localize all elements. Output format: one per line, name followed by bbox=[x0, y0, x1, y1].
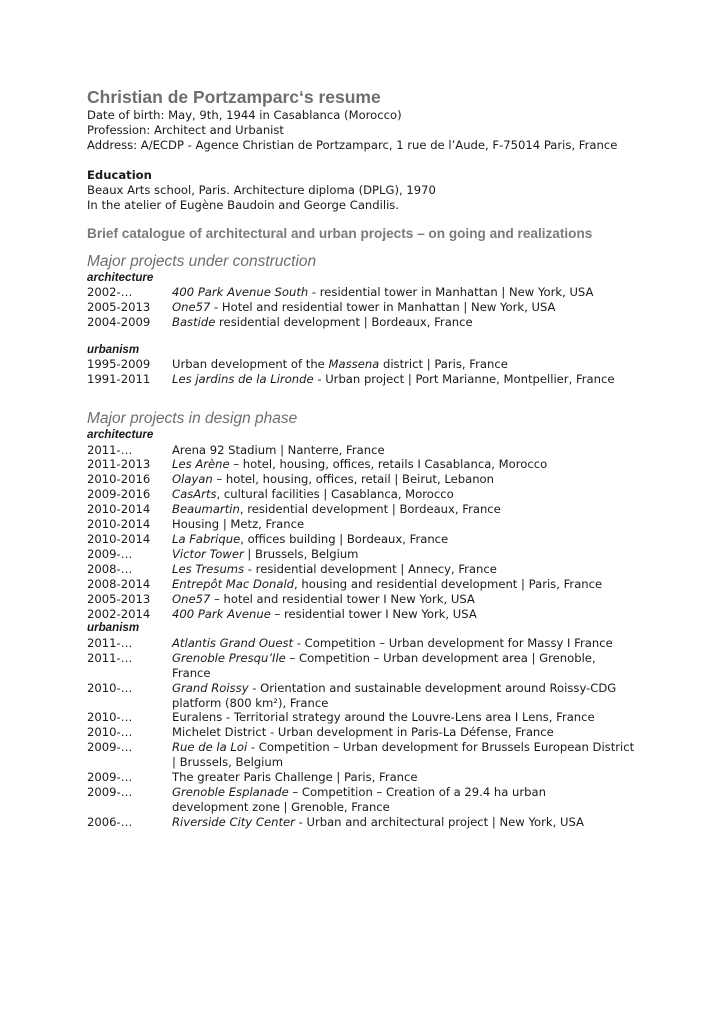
subsection-urbanism: urbanism bbox=[87, 342, 140, 356]
project-years: 2009-… bbox=[87, 770, 133, 785]
resume-page bbox=[87, 86, 647, 830]
project-text: - Orientation and sustainable development around Roissy-CDG bbox=[248, 680, 617, 695]
project-years: 2004-2009 bbox=[87, 314, 151, 329]
project-text: , residential development | Bordeaux, France bbox=[239, 502, 501, 517]
project-years: 2009-… bbox=[87, 785, 133, 799]
section-title-design: Major projects in design phase bbox=[87, 410, 298, 428]
project-row bbox=[87, 285, 647, 300]
project-text: district | Paris, France bbox=[379, 357, 508, 372]
project-description bbox=[172, 785, 647, 815]
project-name: One57 bbox=[172, 591, 211, 606]
project-text: Euralens - Territorial strategy around the Louvre-Lens area I Lens, France bbox=[172, 710, 595, 725]
project-text: - residential development | Annecy, France bbox=[244, 561, 497, 576]
project-row bbox=[87, 443, 647, 458]
project-years: 2002-… bbox=[87, 285, 133, 300]
project-text: Urban development of the bbox=[172, 357, 329, 372]
project-text-continued: | Brussels, Belgium bbox=[172, 755, 284, 770]
project-description bbox=[172, 725, 647, 740]
project-text: – residential tower I New York, USA bbox=[270, 606, 477, 621]
project-text: – Competition – Urban development area | Grenoble, bbox=[285, 650, 596, 665]
project-row bbox=[87, 577, 647, 592]
profession: Profession: Architect and Urbanist bbox=[87, 122, 284, 137]
project-row bbox=[87, 472, 647, 487]
project-row bbox=[87, 681, 647, 711]
project-name: Les Tresums bbox=[172, 561, 245, 576]
project-text: - Hotel and residential tower in Manhattan | New York, USA bbox=[210, 299, 556, 314]
project-name: Grenoble Esplanade bbox=[172, 785, 289, 799]
project-name: Entrepôt Mac Donald bbox=[172, 576, 295, 591]
project-text: Michelet District - Urban development in Paris-La Défense, France bbox=[172, 725, 554, 740]
project-description bbox=[172, 651, 647, 681]
project-name: Bastide bbox=[172, 314, 216, 329]
project-list bbox=[87, 285, 647, 330]
subsection-architecture: architecture bbox=[87, 428, 154, 442]
project-row bbox=[87, 636, 647, 651]
project-years: 2009-2016 bbox=[87, 487, 151, 502]
project-description bbox=[172, 770, 647, 785]
project-row bbox=[87, 740, 647, 770]
project-description bbox=[172, 592, 647, 607]
project-years: 2011-2013 bbox=[87, 457, 151, 472]
project-name: Victor Tower bbox=[172, 546, 244, 561]
project-name: 400 Park Avenue South bbox=[172, 285, 309, 300]
project-text: – Competition – Creation of a 29.4 ha urban bbox=[288, 785, 546, 799]
project-name: Olayan bbox=[172, 472, 213, 487]
project-name: Grand Roissy bbox=[172, 680, 249, 695]
project-text: – hotel, housing, offices, retail | Beirut, Lebanon bbox=[212, 472, 494, 487]
project-row bbox=[87, 487, 647, 502]
project-name: One57 bbox=[172, 299, 211, 314]
project-description bbox=[172, 357, 647, 372]
project-row bbox=[87, 562, 647, 577]
project-text: , cultural facilities | Casablanca, Morocco bbox=[216, 487, 454, 502]
project-text-continued: development zone | Grenoble, France bbox=[172, 799, 390, 814]
project-description bbox=[172, 443, 647, 458]
project-years: 2010-2014 bbox=[87, 502, 151, 517]
project-list bbox=[87, 443, 647, 622]
project-text: - Urban and architectural project | New York, USA bbox=[294, 814, 584, 829]
date-of-birth: Date of birth: May, 9th, 1944 in Casablanca (Morocco) bbox=[87, 108, 402, 122]
project-years: 2010-2014 bbox=[87, 532, 151, 546]
project-text: - Urban project | Port Marianne, Montpellier, France bbox=[313, 372, 615, 387]
section-title-construction: Major projects under construction bbox=[87, 252, 317, 270]
project-description bbox=[172, 577, 647, 592]
project-description bbox=[172, 457, 647, 472]
project-row bbox=[87, 357, 647, 372]
catalogue-heading: Brief catalogue of architectural and urban projects – on going and realizations bbox=[87, 225, 593, 241]
project-text: , housing and residential development | Paris, France bbox=[294, 576, 603, 591]
project-text: residential development | Bordeaux, France bbox=[215, 314, 473, 329]
project-description bbox=[172, 562, 647, 577]
project-description bbox=[172, 740, 647, 770]
project-text-continued: France bbox=[172, 665, 211, 680]
project-row bbox=[87, 532, 647, 547]
project-text: – hotel, housing, offices, retails I Casablanca, Morocco bbox=[229, 457, 548, 472]
education-heading: Education bbox=[87, 167, 152, 182]
project-row bbox=[87, 547, 647, 562]
project-years: 2009-… bbox=[87, 546, 133, 561]
project-years: 2005-2013 bbox=[87, 591, 151, 606]
project-row bbox=[87, 457, 647, 472]
project-text: Arena 92 Stadium | Nanterre, France bbox=[172, 442, 385, 457]
resume-title: Christian de Portzamparc‘s resume bbox=[87, 87, 381, 107]
project-description bbox=[172, 815, 647, 830]
project-years: 2011-… bbox=[87, 442, 133, 457]
project-name: Beaumartin bbox=[172, 502, 240, 517]
project-description bbox=[172, 372, 647, 387]
project-years: 2010-2014 bbox=[87, 517, 151, 532]
project-row bbox=[87, 607, 647, 622]
project-description bbox=[172, 547, 647, 562]
project-years: 2006-… bbox=[87, 814, 133, 829]
project-row bbox=[87, 725, 647, 740]
project-text: , offices building | Bordeaux, France bbox=[240, 532, 449, 546]
project-row bbox=[87, 315, 647, 330]
project-description bbox=[172, 300, 647, 315]
project-name: 400 Park Avenue bbox=[172, 606, 271, 621]
project-row bbox=[87, 815, 647, 830]
project-description bbox=[172, 636, 647, 651]
project-row bbox=[87, 785, 647, 815]
project-row bbox=[87, 517, 647, 532]
project-description bbox=[172, 472, 647, 487]
project-row bbox=[87, 651, 647, 681]
project-years: 2002-2014 bbox=[87, 606, 151, 621]
project-description bbox=[172, 681, 647, 711]
address: Address: A/ECDP - Agence Christian de Portzamparc, 1 rue de l’Aude, F-75014 Paris, France bbox=[87, 137, 618, 152]
project-name: Massena bbox=[328, 357, 380, 372]
project-name: Grenoble Presqu’Ile bbox=[172, 650, 286, 665]
project-years: 2008-2014 bbox=[87, 576, 151, 591]
project-name: Les jardins de la Lironde bbox=[172, 372, 314, 387]
project-row bbox=[87, 300, 647, 315]
project-description bbox=[172, 315, 647, 330]
project-description bbox=[172, 487, 647, 502]
project-name: Riverside City Center bbox=[172, 814, 295, 829]
project-row bbox=[87, 592, 647, 607]
project-name: Rue de la Loi bbox=[172, 740, 248, 755]
project-years: 1995-2009 bbox=[87, 357, 151, 372]
project-years: 2010-… bbox=[87, 710, 133, 725]
project-name: Atlantis Grand Ouest bbox=[172, 635, 294, 650]
subsection-urbanism: urbanism bbox=[87, 621, 140, 635]
project-text: - Competition – Urban development for Brussels European District bbox=[247, 740, 635, 755]
project-text-continued: platform (800 km²), France bbox=[172, 695, 329, 710]
project-description bbox=[172, 502, 647, 517]
project-description bbox=[172, 517, 647, 532]
project-name: La Fabrique bbox=[172, 532, 241, 546]
project-years: 2010-… bbox=[87, 725, 133, 740]
project-description bbox=[172, 285, 647, 300]
project-years: 2005-2013 bbox=[87, 299, 151, 314]
project-list bbox=[87, 636, 647, 830]
project-years: 1991-2011 bbox=[87, 372, 151, 387]
project-name: CasArts bbox=[172, 487, 217, 502]
project-text: The greater Paris Challenge | Paris, France bbox=[172, 770, 418, 785]
project-years: 2008-… bbox=[87, 561, 133, 576]
project-row bbox=[87, 502, 647, 517]
project-text: | Brussels, Belgium bbox=[243, 546, 359, 561]
project-row bbox=[87, 710, 647, 725]
subsection-architecture: architecture bbox=[87, 270, 154, 284]
project-years: 2010-… bbox=[87, 680, 133, 695]
education-line: Beaux Arts school, Paris. Architecture diploma (DPLG), 1970 bbox=[87, 182, 436, 197]
project-text: - residential tower in Manhattan | New York, USA bbox=[308, 285, 594, 300]
project-text: - Competition – Urban development for Massy I France bbox=[293, 635, 613, 650]
project-text: – hotel and residential tower I New York, USA bbox=[210, 591, 475, 606]
project-years: 2011-… bbox=[87, 650, 133, 665]
project-list bbox=[87, 357, 647, 387]
project-years: 2009-… bbox=[87, 740, 133, 755]
project-name: Les Arène bbox=[172, 457, 230, 472]
project-row bbox=[87, 372, 647, 387]
project-years: 2010-2016 bbox=[87, 472, 151, 487]
project-years: 2011-… bbox=[87, 635, 133, 650]
project-description bbox=[172, 532, 647, 547]
education-line: In the atelier of Eugène Baudoin and George Candilis. bbox=[87, 197, 400, 212]
project-text: Housing | Metz, France bbox=[172, 517, 305, 532]
project-description bbox=[172, 607, 647, 622]
project-description bbox=[172, 710, 647, 725]
project-row bbox=[87, 770, 647, 785]
